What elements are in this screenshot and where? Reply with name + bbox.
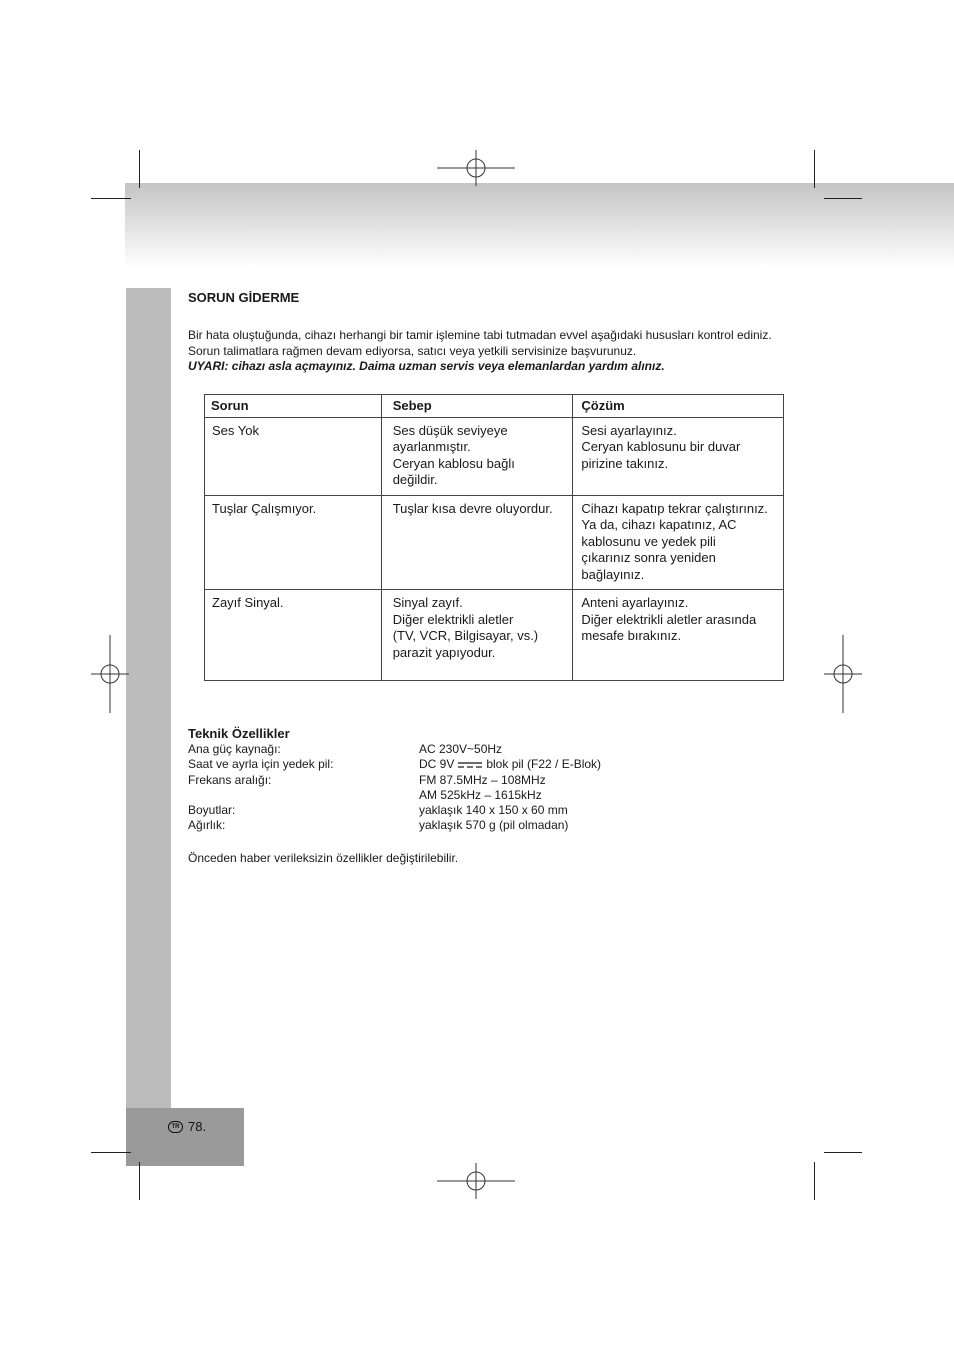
spec-row — [188, 742, 788, 757]
cell-line: değildir. — [392, 472, 438, 487]
cell-line: parazit yapıyodur. — [392, 644, 496, 660]
crop-mark — [139, 1162, 140, 1200]
crop-mark — [824, 1152, 862, 1153]
spec-value — [419, 757, 601, 772]
spec-row — [188, 788, 788, 803]
section-title: SORUN GİDERME — [188, 290, 300, 305]
cell-line: kablosunu ve yedek pili — [581, 533, 716, 549]
problem-cell — [205, 417, 382, 495]
cell-line: Ses Yok — [212, 422, 259, 438]
table-header-row — [205, 395, 784, 418]
table-row — [205, 417, 784, 495]
crop-mark — [91, 198, 131, 199]
page-number-tab — [126, 1108, 244, 1166]
crop-mark — [139, 150, 140, 188]
column-header-solution: Çözüm — [573, 395, 784, 418]
registration-mark-left — [71, 635, 149, 713]
cell-line: Ya da, cihazı kapatınız, AC — [581, 517, 737, 532]
solution-cell — [573, 417, 784, 495]
cause-cell — [381, 590, 573, 681]
cell-line: mesafe bırakınız. — [581, 628, 682, 643]
intro-line: Sorun talimatlara rağmen devam ediyorsa, satıcı veya yetkili servisinize başvurunuz. — [188, 343, 637, 358]
registration-mark-right — [804, 635, 882, 713]
language-badge: TR — [168, 1121, 183, 1133]
cell-line: Ses düşük seviyeye — [392, 422, 508, 438]
intro-line: Bir hata oluştuğunda, cihazı herhangi bir tamir işlemine tabi tutmadan evvel aşağıdaki hususları kontrol ediniz. — [188, 328, 772, 342]
problem-cell — [205, 590, 382, 681]
spec-value: yaklaşık 570 g (pil olmadan) — [419, 818, 569, 833]
table-row — [205, 495, 784, 590]
specs-title: Teknik Özellikler — [188, 726, 290, 741]
crop-mark — [814, 150, 815, 188]
column-header-problem: Sorun — [205, 395, 382, 418]
problem-cell — [205, 495, 382, 590]
specs-section — [188, 726, 788, 834]
cause-cell — [381, 417, 573, 495]
intro-text — [188, 328, 778, 375]
spec-label: Ana güç kaynağı: — [188, 742, 281, 756]
dc-symbol-icon — [458, 761, 482, 769]
spec-row — [188, 773, 788, 788]
crop-mark — [814, 1162, 815, 1200]
crop-mark — [824, 198, 862, 199]
cell-line: Diğer elektrikli aletler arasında — [581, 611, 757, 627]
registration-mark-top — [437, 129, 515, 207]
specs-note: Önceden haber verileksizin özellikler değiştirilebilir. — [188, 851, 459, 865]
cell-line: (TV, VCR, Bilgisayar, vs.) — [392, 628, 539, 643]
warning-text: UYARI: cihazı asla açmayınız. Daima uzman servis veya elemanlardan yardım alınız. — [188, 359, 665, 373]
cell-line: çıkarınız sonra yeniden — [581, 550, 716, 565]
spec-row — [188, 757, 788, 772]
cell-line: Ceryan kablosunu bir duvar — [581, 439, 741, 454]
cell-line: Ceryan kablosu bağlı — [392, 455, 515, 471]
spec-value: FM 87.5MHz – 108MHz — [419, 772, 546, 787]
solution-cell — [573, 590, 784, 681]
troubleshooting-table — [204, 394, 784, 681]
solution-cell — [573, 495, 784, 590]
cell-line: bağlayınız. — [581, 566, 645, 582]
spec-label — [188, 788, 419, 803]
cell-line: pirizine takınız. — [581, 455, 669, 471]
cell-line: Diğer elektrikli aletler — [392, 611, 514, 627]
cell-line: Sinyal zayıf. — [392, 595, 463, 610]
page-number-text: 78. — [188, 1119, 207, 1134]
spec-label: Frekans aralığı: — [188, 772, 272, 787]
spec-value: AM 525kHz – 1615kHz — [419, 787, 542, 802]
cell-line: Cihazı kapatıp tekrar çalıştırınız. — [581, 500, 768, 516]
table-row — [205, 590, 784, 681]
cause-cell — [381, 495, 573, 590]
spec-value: yaklaşık 140 x 150 x 60 mm — [419, 803, 568, 818]
troubleshooting-section — [188, 290, 788, 375]
cell-line: ayarlanmıştır. — [392, 439, 471, 454]
registration-mark-bottom — [437, 1142, 515, 1220]
header-gradient-band — [125, 183, 954, 268]
cell-line: Tuşlar Çalışmıyor. — [212, 500, 317, 516]
spec-label: Saat ve ayrla için yedek pil: — [188, 757, 334, 772]
cell-line: Tuşlar kısa devre oluyordur. — [392, 500, 553, 516]
cell-line: Anteni ayarlayınız. — [581, 595, 689, 610]
spec-value: AC 230V~50Hz — [419, 742, 503, 756]
spec-row — [188, 803, 788, 818]
cell-line: Sesi ayarlayınız. — [581, 422, 677, 438]
spec-value-suffix: blok pil (F22 / E-Blok) — [486, 757, 602, 772]
spec-label: Boyutlar: — [188, 803, 236, 818]
spec-value-prefix: DC 9V — [419, 757, 455, 772]
spec-label: Ağırlık: — [188, 818, 226, 833]
crop-mark — [91, 1152, 131, 1153]
page-number — [168, 1119, 206, 1134]
spec-row — [188, 818, 788, 833]
column-header-cause: Sebep — [381, 395, 573, 418]
cell-line: Zayıf Sinyal. — [212, 595, 284, 610]
